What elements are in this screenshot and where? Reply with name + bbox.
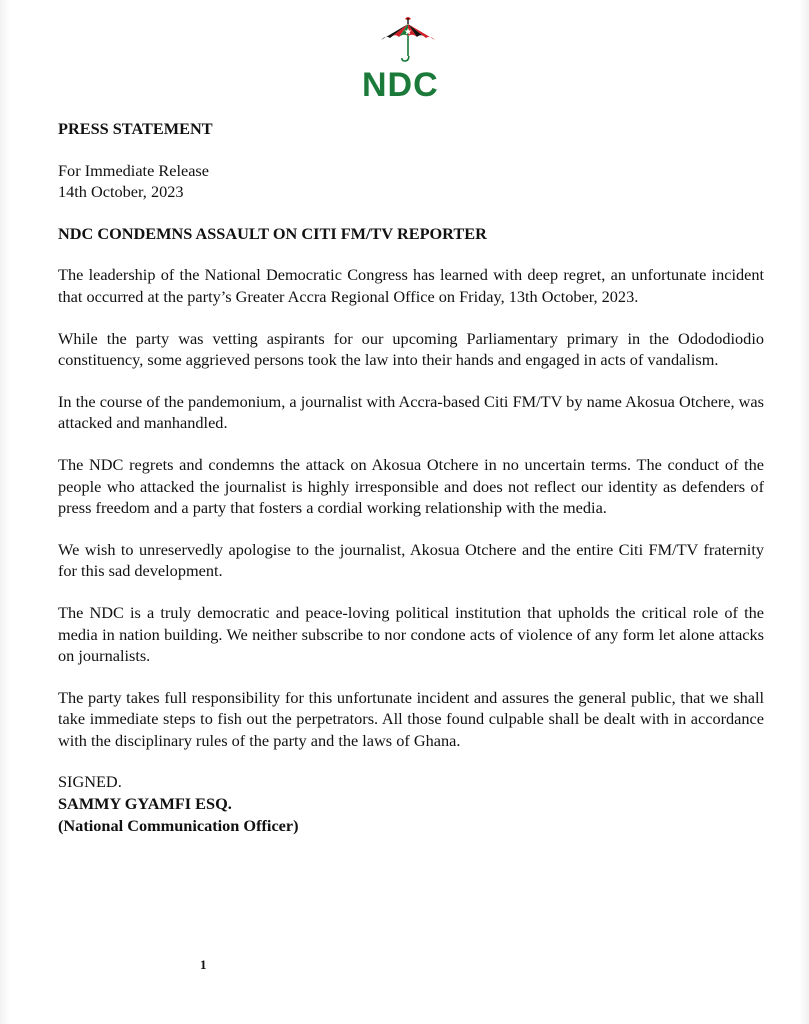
paragraph-6: The NDC is a truly democratic and peace-loving political institution that upholds the critical role of the media in nation building. We neither subscribe to nor condone acts of violence of any form let alone attacks on journalists. [58,602,764,666]
signature-block [58,771,764,836]
page-number: 1 [200,957,207,972]
release-info [58,160,764,203]
release-date: 14th October, 2023 [58,182,184,202]
umbrella-icon [378,16,438,64]
release-label: For Immediate Release [58,160,209,180]
ndc-logo [340,12,470,102]
statement-title: NDC CONDEMNS ASSAULT ON CITI FM/TV REPORTER [58,223,487,243]
paragraph-5: We wish to unreservedly apologise to the journalist, Akosua Otchere and the entire Citi FM/TV fraternity for this sad development. [58,539,764,581]
paragraph-7: The party takes full responsibility for this unfortunate incident and assures the general public, that we shall take immediate steps to fish out the perpetrators. All those found culpable shall be dealt with in accordance with the disciplinary rules of the party and the laws of Ghana. [58,687,764,750]
signed-label: SIGNED. [58,772,122,792]
paragraph-1: The leadership of the National Democratic Congress has learned with deep regret, an unfortunate incident that occurred at the party’s Greater Accra Regional Office on Friday, 13th October, 2023. [58,265,764,306]
paragraph-4: The NDC regrets and condemns the attack on Akosua Otchere in no uncertain terms. The conduct of the people who attacked the journalist is highly irresponsible and does not reflect our identity as defenders of press freedom and a party that fosters a cordial working relationship with the media. [58,454,764,518]
signer-role: (National Communication Officer) [58,815,299,835]
logo-text: NDC [362,66,439,104]
signer-name: SAMMY GYAMFI ESQ. [58,794,232,814]
paragraph-3: In the course of the pandemonium, a journalist with Accra-based Citi FM/TV by name Akosua Otchere, was attacked and manhandled. [58,391,764,433]
paragraph-2: While the party was vetting aspirants for our upcoming Parliamentary primary in the Odododiodio constituency, some aggrieved persons took the law into their hands and engaged in acts of vandalism. [58,328,764,370]
document-heading: PRESS STATEMENT [58,119,213,138]
statement-body [58,118,764,836]
